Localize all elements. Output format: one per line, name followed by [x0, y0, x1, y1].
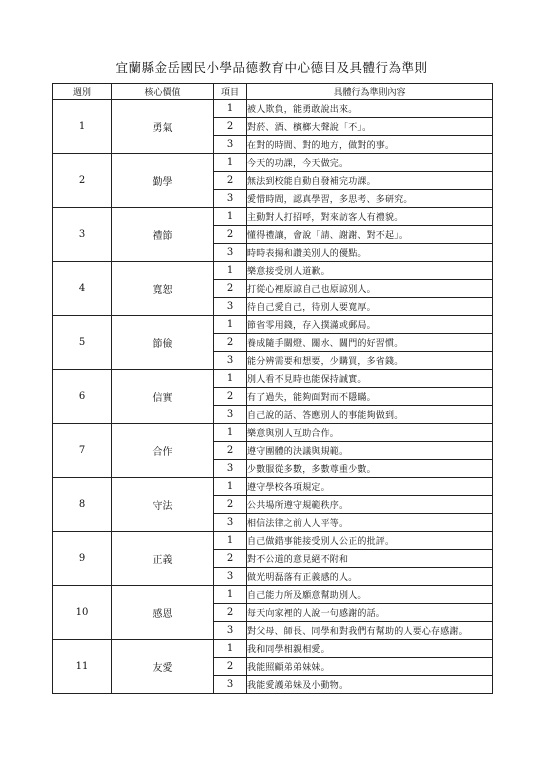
- table-row: [53, 640, 493, 658]
- behavior-text: 對菸、酒、檳榔大聲說「不」。: [247, 118, 493, 136]
- core-value: 合作: [112, 424, 214, 478]
- week-number: 1: [53, 100, 112, 154]
- core-value: 寬恕: [112, 262, 214, 316]
- behavior-text: 愛惜時間，認真學習，多思考、多研究。: [247, 190, 493, 208]
- behavior-text: 做光明磊落有正義感的人。: [247, 568, 493, 586]
- behavior-text: 在對的時間、對的地方，做對的事。: [247, 136, 493, 154]
- behavior-text: 今天的功課，今天做完。: [247, 154, 493, 172]
- item-number: 3: [214, 514, 247, 532]
- behavior-text: 樂意接受別人道歉。: [247, 262, 493, 280]
- table-row: [53, 208, 493, 226]
- core-value: 信實: [112, 370, 214, 424]
- item-number: 1: [214, 370, 247, 388]
- item-number: 1: [214, 424, 247, 442]
- core-value: 感恩: [112, 586, 214, 640]
- behavior-text: 自己說的話、答應別人的事能夠做到。: [247, 406, 493, 424]
- behavior-text: 別人看不見時也能保持誠實。: [247, 370, 493, 388]
- header-item: 項目: [214, 84, 247, 100]
- item-number: 1: [214, 478, 247, 496]
- behavior-text: 打從心裡原諒自己也原諒別人。: [247, 280, 493, 298]
- item-number: 2: [214, 496, 247, 514]
- item-number: 1: [214, 100, 247, 118]
- behavior-text: 遵守團體的決議與規範。: [247, 442, 493, 460]
- week-number: 2: [53, 154, 112, 208]
- behavior-text: 樂意與別人互助合作。: [247, 424, 493, 442]
- item-number: 2: [214, 280, 247, 298]
- behavior-text: 待自己愛自己，待別人要寬厚。: [247, 298, 493, 316]
- week-number: 5: [53, 316, 112, 370]
- table-header-row: [53, 84, 493, 100]
- item-number: 3: [214, 190, 247, 208]
- item-number: 3: [214, 676, 247, 694]
- item-number: 3: [214, 622, 247, 640]
- behavior-text: 公共場所遵守規範秩序。: [247, 496, 493, 514]
- core-value: 禮節: [112, 208, 214, 262]
- item-number: 3: [214, 298, 247, 316]
- core-value: 正義: [112, 532, 214, 586]
- item-number: 1: [214, 208, 247, 226]
- core-value: 節儉: [112, 316, 214, 370]
- item-number: 1: [214, 262, 247, 280]
- table-row: [53, 316, 493, 334]
- table-row: [53, 154, 493, 172]
- item-number: 2: [214, 172, 247, 190]
- core-value: 勤學: [112, 154, 214, 208]
- behavior-text: 懂得禮讓，會說「請、謝謝、對不起」。: [247, 226, 493, 244]
- behavior-text: 遵守學校各項規定。: [247, 478, 493, 496]
- table-row: [53, 262, 493, 280]
- behavior-text: 有了過失，能夠面對而不隱瞞。: [247, 388, 493, 406]
- item-number: 1: [214, 640, 247, 658]
- table-row: [53, 478, 493, 496]
- behavior-text: 相信法律之前人人平等。: [247, 514, 493, 532]
- behavior-text: 自己做錯事能接受別人公正的批評。: [247, 532, 493, 550]
- item-number: 1: [214, 532, 247, 550]
- item-number: 2: [214, 442, 247, 460]
- header-core-value: 核心價值: [112, 84, 214, 100]
- week-number: 9: [53, 532, 112, 586]
- table-row: [53, 370, 493, 388]
- item-number: 2: [214, 388, 247, 406]
- table-body: [53, 100, 493, 694]
- behavior-text: 每天向家裡的人說一句感謝的話。: [247, 604, 493, 622]
- item-number: 1: [214, 154, 247, 172]
- week-number: 7: [53, 424, 112, 478]
- week-number: 4: [53, 262, 112, 316]
- page-title: 宜蘭縣金岳國民小學品德教育中心德目及具體行為準則: [115, 60, 428, 75]
- behavior-text: 我和同學相親相愛。: [247, 640, 493, 658]
- item-number: 3: [214, 136, 247, 154]
- behavior-text: 節省零用錢，存入撲滿或郵局。: [247, 316, 493, 334]
- header-behavior: 具體行為準則內容: [247, 84, 493, 100]
- item-number: 2: [214, 550, 247, 568]
- behavior-text: 我能照顧弟弟妹妹。: [247, 658, 493, 676]
- table-row: [53, 586, 493, 604]
- item-number: 3: [214, 568, 247, 586]
- item-number: 3: [214, 352, 247, 370]
- behavior-text: 時時表揚和讚美別人的優點。: [247, 244, 493, 262]
- item-number: 3: [214, 244, 247, 262]
- behavior-text: 我能愛護弟妹及小動物。: [247, 676, 493, 694]
- table-row: [53, 424, 493, 442]
- core-value: 守法: [112, 478, 214, 532]
- item-number: 2: [214, 334, 247, 352]
- core-value: 友愛: [112, 640, 214, 694]
- ethics-table: [52, 83, 493, 694]
- table-row: [53, 100, 493, 118]
- core-value: 勇氣: [112, 100, 214, 154]
- item-number: 1: [214, 316, 247, 334]
- item-number: 1: [214, 586, 247, 604]
- item-number: 3: [214, 460, 247, 478]
- behavior-text: 能分辨需要和想要，少購買，多省錢。: [247, 352, 493, 370]
- behavior-text: 對不公道的意見絕不附和: [247, 550, 493, 568]
- behavior-text: 主動對人打招呼，對來訪客人有禮貌。: [247, 208, 493, 226]
- week-number: 3: [53, 208, 112, 262]
- behavior-text: 對父母、師長、同學和對我們有幫助的人要心存感謝。: [247, 622, 493, 640]
- behavior-text: 養成隨手關燈、關水、關門的好習慣。: [247, 334, 493, 352]
- behavior-text: 無法到校能自動自發補完功課。: [247, 172, 493, 190]
- item-number: 2: [214, 118, 247, 136]
- item-number: 2: [214, 658, 247, 676]
- item-number: 2: [214, 226, 247, 244]
- behavior-text: 少數服從多數，多數尊重少數。: [247, 460, 493, 478]
- table-row: [53, 532, 493, 550]
- behavior-text: 被人欺負，能勇敢說出來。: [247, 100, 493, 118]
- week-number: 10: [53, 586, 112, 640]
- header-week: 週別: [53, 84, 112, 100]
- week-number: 6: [53, 370, 112, 424]
- item-number: 2: [214, 604, 247, 622]
- behavior-text: 自己能力所及願意幫助別人。: [247, 586, 493, 604]
- item-number: 3: [214, 406, 247, 424]
- week-number: 11: [53, 640, 112, 694]
- week-number: 8: [53, 478, 112, 532]
